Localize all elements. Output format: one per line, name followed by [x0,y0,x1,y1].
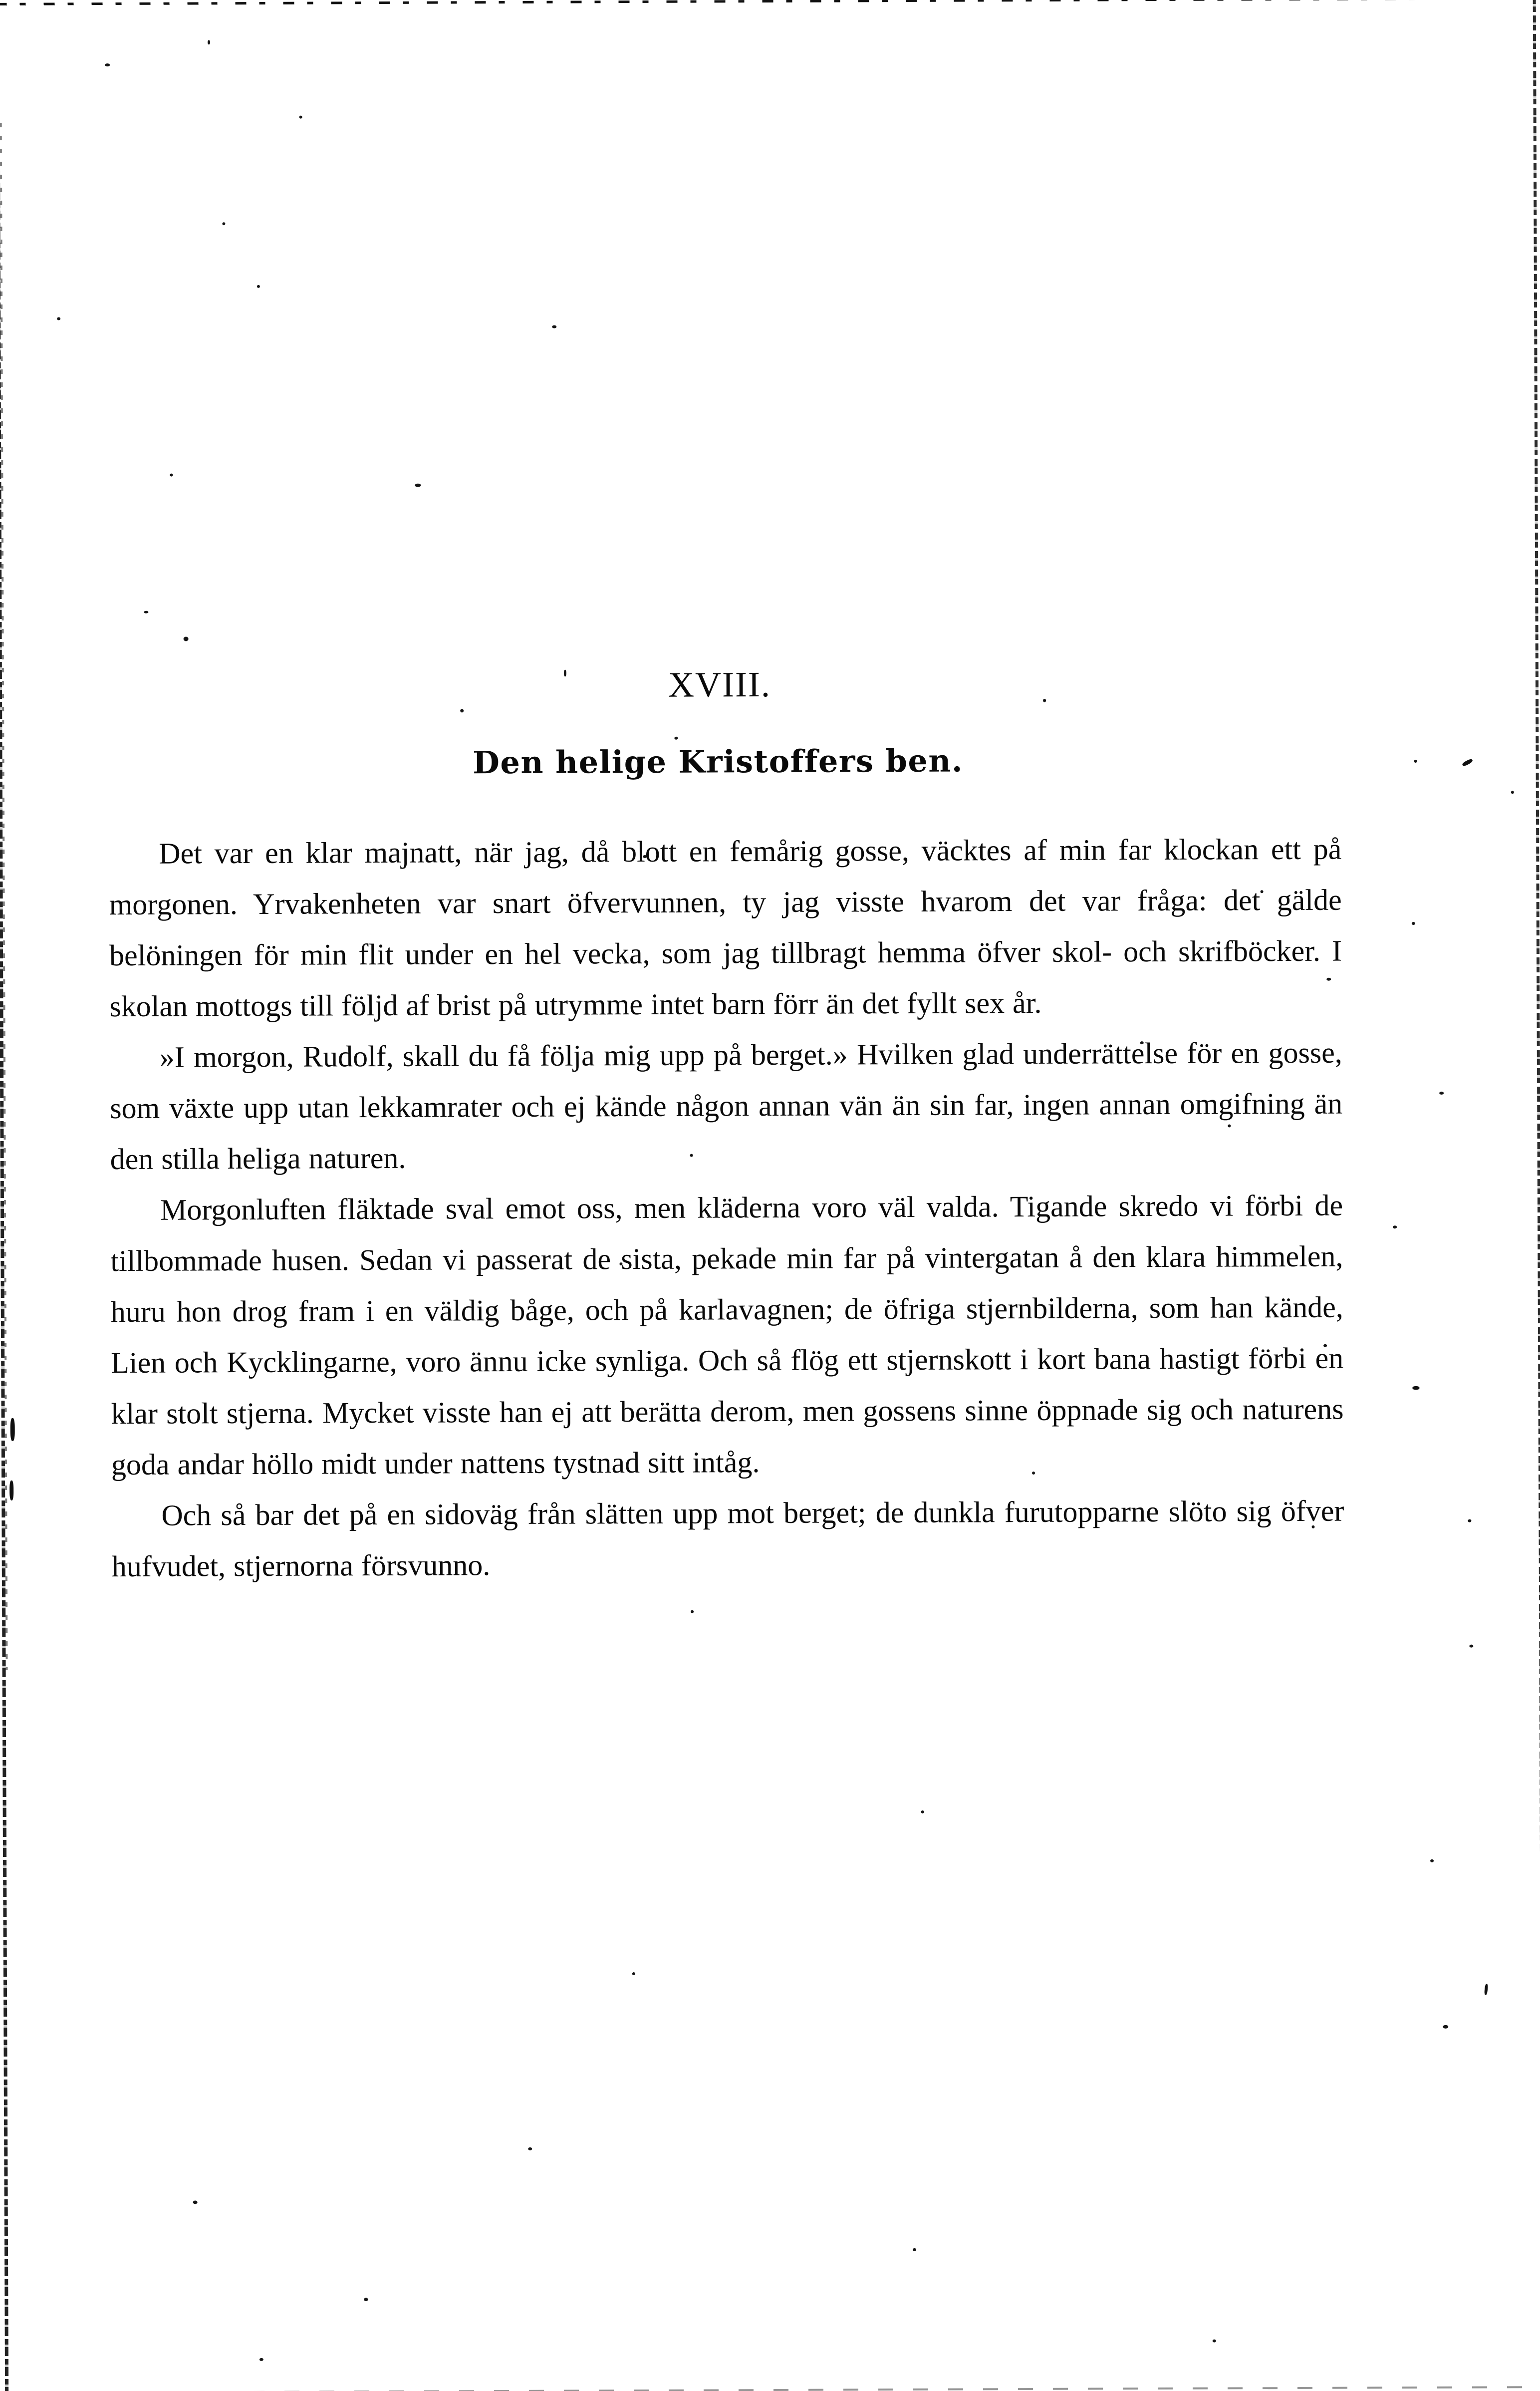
scan-edge-bottom-artifact [5,2386,1540,2391]
dust-speck [1439,1092,1444,1095]
dust-speck [921,1810,924,1813]
dust-speck [364,2298,368,2301]
dust-speck [415,484,421,487]
dust-speck [1393,1225,1397,1228]
scan-tick-mark [10,1418,15,1441]
dust-speck [528,2147,532,2150]
dust-speck [299,116,302,119]
dust-speck [144,611,148,613]
dust-speck [632,1972,635,1975]
dust-speck [691,1610,694,1613]
body-paragraph: Morgonluften fläktade sval emot oss, men kläderna voro väl valda. Tigande skredo vi förbi de tillbommade husen. Sedan vi passerat de sista, pekade min far på vintergatan å den klara himmelen, huru hon drog fram i en väldig båge, och på karlavagnen; de öfriga stjernbilderna, som han kände, Lien och Kycklingarne, voro ännu icke synliga. Och så flög ett stjernskott i kort bana hastigt förbi en klar stolt stjerna. Mycket visste han ej att berätta derom, men gossens sinne öppnade sig och naturens goda andar höllo midt under nattens tystnad sitt intåg. [110,1189,1344,1482]
dust-speck [913,2248,916,2251]
scan-tick-mark [1412,1386,1419,1390]
dust-speck [1443,2025,1448,2029]
dust-speck [1469,1645,1473,1648]
dust-speck [222,222,225,225]
scan-edge-right-artifact [1533,0,1540,2388]
dust-speck [1213,2340,1216,2343]
dust-speck [1414,760,1417,763]
scan-tick-mark [9,1481,13,1500]
dust-speck [105,63,110,66]
scan-tick-mark [1462,758,1473,767]
dust-speck [170,474,173,477]
dust-speck [57,317,60,320]
scan-tick-mark [1484,1984,1488,1995]
dust-speck [259,2358,263,2361]
body-paragraph: »I morgon, Rudolf, skall du få följa mig upp på berget.» Hvilken glad underrättelse för en gosse, som växte upp utan lekkamrater och ej kände någon annan vän än sin far, ingen annan omgifning än den stilla heliga naturen. [110,1036,1343,1176]
body-paragraph: Och så bar det på en sidoväg från slätten upp mot berget; de dunkla furutopparne slöto sig öfver hufvudet, stjernorna försvunno. [111,1494,1344,1583]
dust-speck [1468,1519,1471,1522]
dust-speck [1430,1859,1434,1862]
dust-speck [257,285,260,288]
page-text-block [108,662,1344,1592]
dust-speck [552,325,556,328]
dust-speck [193,2200,198,2204]
body-paragraph: Det var en klar majnatt, när jag, då blott en femårig gosse, väcktes af min far klockan ett på morgonen. Yrvakenheten var snart öfvervunnen, ty jag visste hvarom det var fråga: det gälde belöningen för min flit under en hel vecka, som jag tillbragt hemma öfver skol- och skrifböcker. I skolan mottogs till följd af brist på utrymme intet barn förr än det fyllt sex år. [109,832,1342,1023]
scan-edge-top-artifact [0,0,1536,5]
dust-speck [1412,922,1415,925]
dust-speck [208,40,210,44]
dust-speck [1511,791,1514,794]
chapter-title: Den helige Kristoffers ben. [473,742,964,781]
dust-speck [184,636,189,641]
chapter-number: XVIII. [668,664,771,705]
